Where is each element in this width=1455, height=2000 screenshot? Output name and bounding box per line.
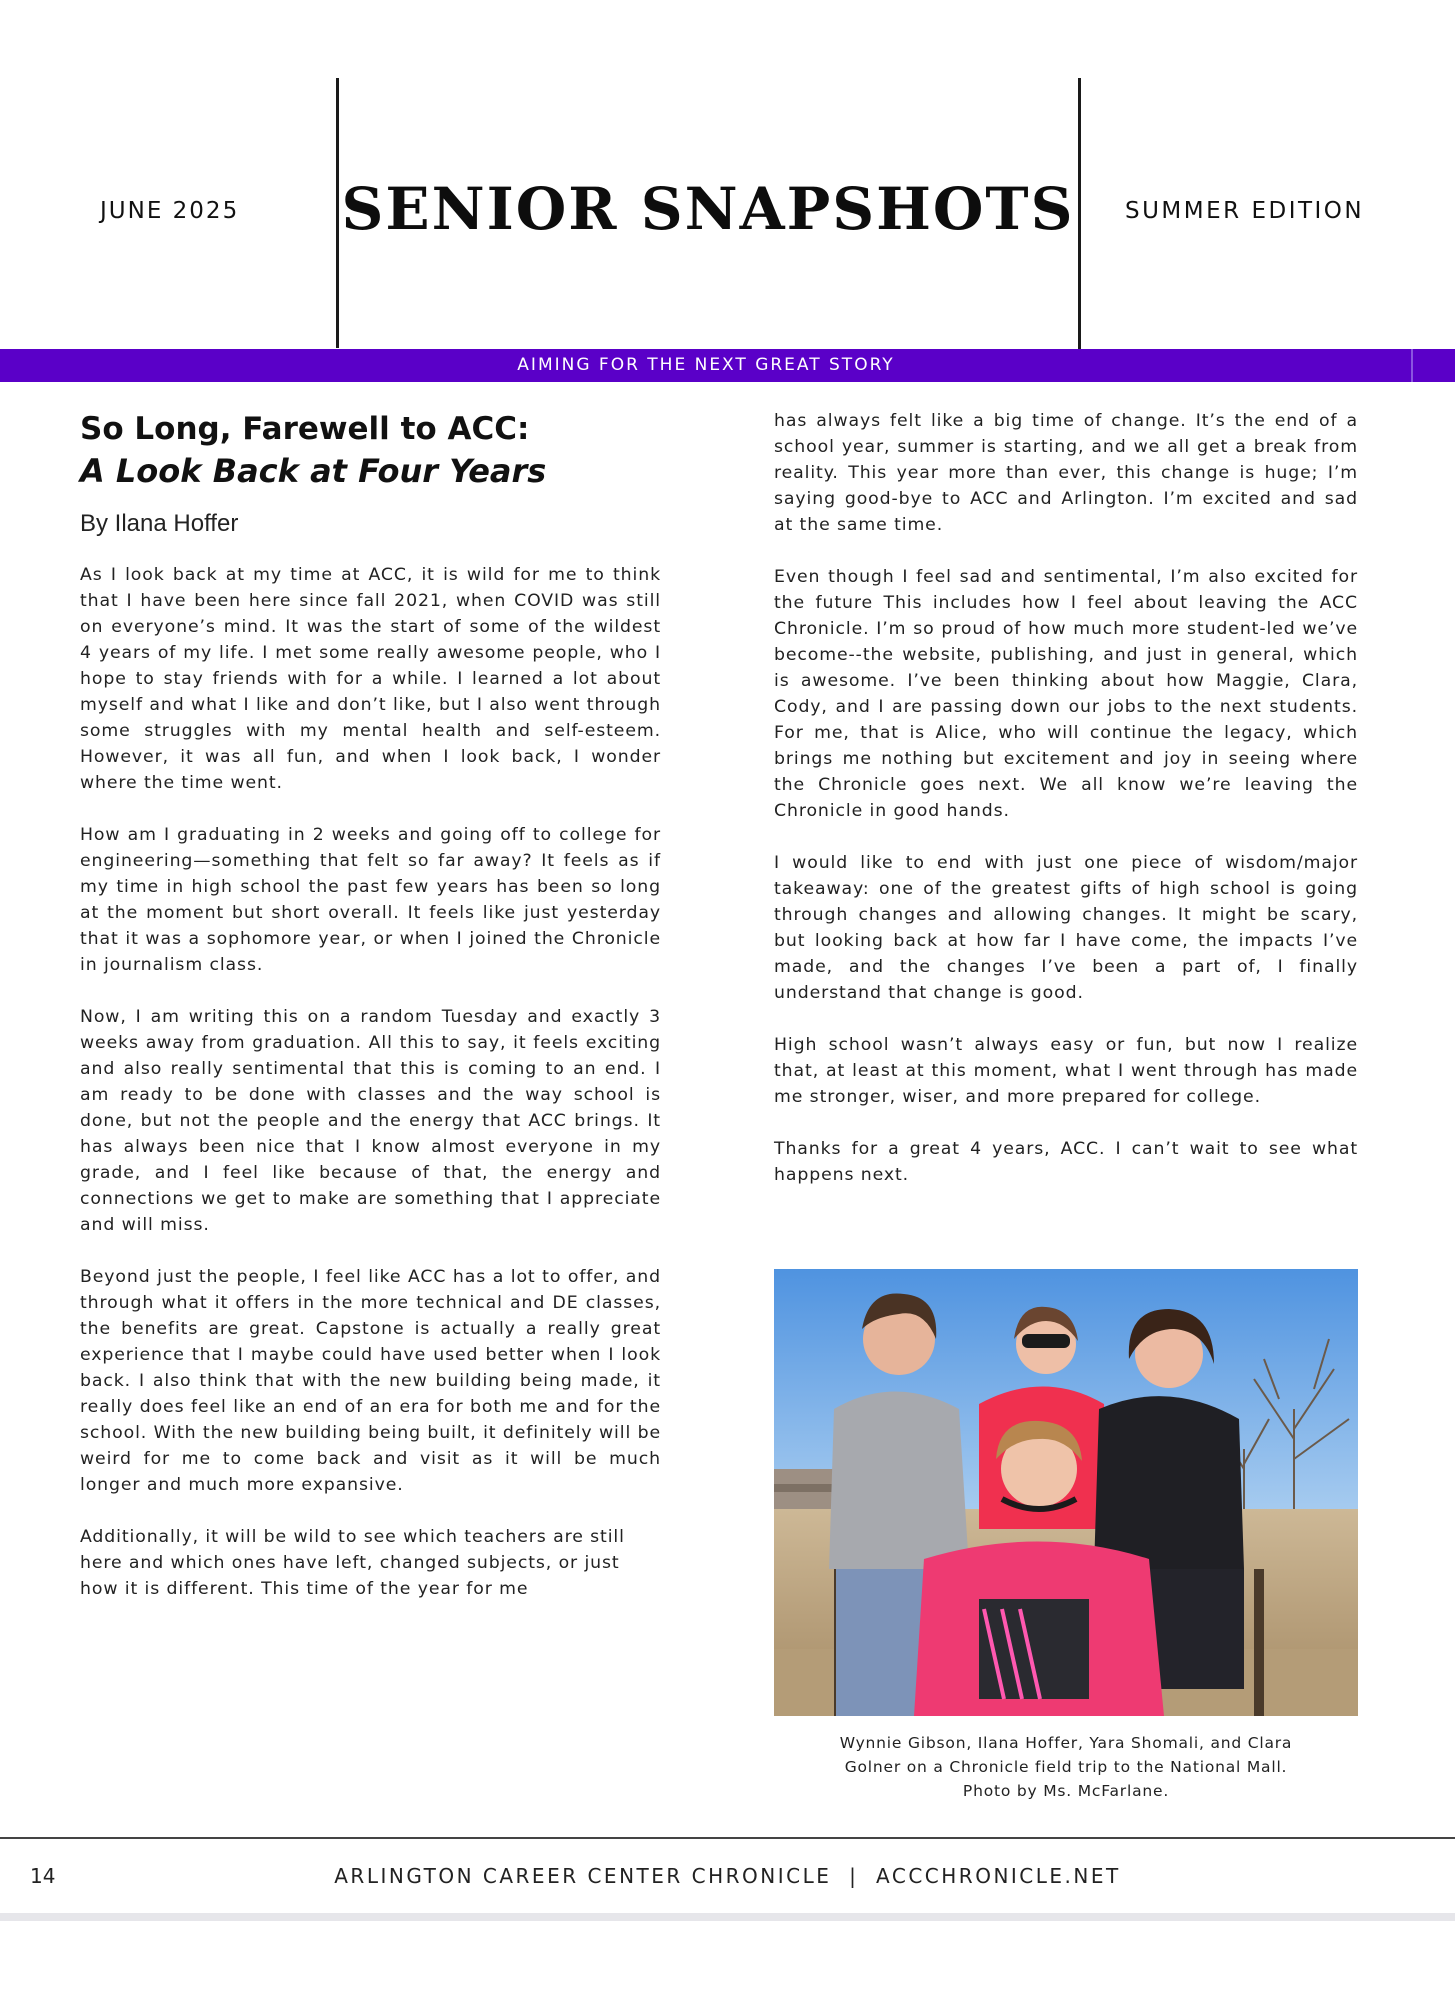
- body-paragraph: I would like to end with just one piece of wisdom/major takeaway: one of the greatest gifts of high school is going through changes and allowing changes. It might be scary, but looking back at how far I have come, the impacts I’ve made, and the changes I’ve been a part of, I finally understand that change is good.: [774, 853, 1358, 1003]
- article-headline: So Long, Farewell to ACC:: [80, 411, 530, 447]
- caption-line: Photo by Ms. McFarlane.: [962, 1782, 1170, 1800]
- photo-caption: [774, 1731, 1358, 1803]
- edition-label: SUMMER EDITION: [1125, 198, 1365, 224]
- article-column-right: [774, 408, 1358, 1214]
- tagline: AIMING FOR THE NEXT GREAT STORY: [517, 355, 895, 375]
- group-photo-illustration: [774, 1269, 1358, 1716]
- masthead-divider-right: [1078, 78, 1081, 368]
- body-paragraph: Beyond just the people, I feel like ACC has a lot to offer, and through what it offers in the more technical and DE classes, the benefits are great. Capstone is actually a really great experience that I maybe could have used better when I look back. I also think that with the new building being made, it really does feel like an end of an era for both me and for the school. With the new building being built, it definitely will be weird for me to come back and visit as it will be much longer and much more expansive.: [80, 1267, 661, 1495]
- page-number: 14: [30, 1864, 56, 1888]
- masthead-divider-left: [336, 78, 339, 348]
- body-paragraph: Now, I am writing this on a random Tuesday and exactly 3 weeks away from graduation. All this to say, it feels exciting and also really sentimental that this is coming to an end. I am ready to be done with classes and the way school is done, but not the people and the energy that ACC brings. It has always been nice that I know almost everyone in my grade, and I feel like because of that, the energy and connections we get to make are something that I appreciate and will miss.: [80, 1007, 661, 1235]
- body-paragraph: has always felt like a big time of change. It’s the end of a school year, summer is starting, and we all get a break from reality. This year more than ever, this change is huge; I’m saying good-bye to ACC and Arlington. I’m excited and sad at the same time.: [774, 411, 1358, 535]
- issue-date: JUNE 2025: [100, 198, 240, 224]
- tagline-band: [0, 349, 1455, 382]
- footer-divider: [0, 1837, 1455, 1839]
- article-byline: By Ilana Hoffer: [80, 510, 239, 537]
- body-paragraph: Additionally, it will be wild to see which teachers are still here and which ones have left, changed subjects, or just how it is different. This time of the year for me: [80, 1527, 625, 1599]
- section-title: SENIOR SNAPSHOTS: [341, 175, 1075, 243]
- article-column-left: [80, 408, 661, 1628]
- footer-shade: [0, 1913, 1455, 1921]
- caption-line: Wynnie Gibson, Ilana Hoffer, Yara Shomali, and Clara: [839, 1734, 1293, 1752]
- body-paragraph: How am I graduating in 2 weeks and going off to college for engineering—something that felt so far away? It feels as if my time in high school the past few years has been so long at the moment but short overall. It feels like just yesterday that it was a sophomore year, or when I joined the Chronicle in journalism class.: [80, 825, 661, 975]
- masthead: [0, 0, 1455, 350]
- body-paragraph: Even though I feel sad and sentimental, I’m also excited for the future This includes how I feel about leaving the ACC Chronicle. I’m so proud of how much more student-led we’ve become--the website, publishing, and just in general, which is awesome. I’ve been thinking about how Maggie, Clara, Cody, and I are passing down our jobs to the next students. For me, that is Alice, who will continue the legacy, which brings me nothing but excitement and joy in seeing where the Chronicle goes next. We all know we’re leaving the Chronicle in good hands.: [774, 567, 1358, 821]
- body-paragraph: High school wasn’t always easy or fun, but now I realize that, at least at this moment, what I went through has made me stronger, wiser, and more prepared for college.: [774, 1035, 1358, 1107]
- body-paragraph: Thanks for a great 4 years, ACC. I can’t wait to see what happens next.: [774, 1139, 1358, 1185]
- footer-publication: ARLINGTON CAREER CENTER CHRONICLE | ACCCHRONICLE.NET: [334, 1864, 1121, 1888]
- caption-line: Golner on a Chronicle field trip to the National Mall.: [844, 1758, 1288, 1776]
- group-photo: [774, 1269, 1358, 1716]
- body-paragraph: As I look back at my time at ACC, it is wild for me to think that I have been here since fall 2021, when COVID was still on everyone’s mind. It was the start of some of the wildest 4 years of my life. I met some really awesome people, who I hope to stay friends with for a while. I learned a lot about myself and what I like and don’t like, but I also went through some struggles with my mental health and self-esteem. However, it was all fun, and when I look back, I wonder where the time went.: [80, 565, 661, 793]
- article-subheadline: A Look Back at Four Years: [80, 452, 547, 490]
